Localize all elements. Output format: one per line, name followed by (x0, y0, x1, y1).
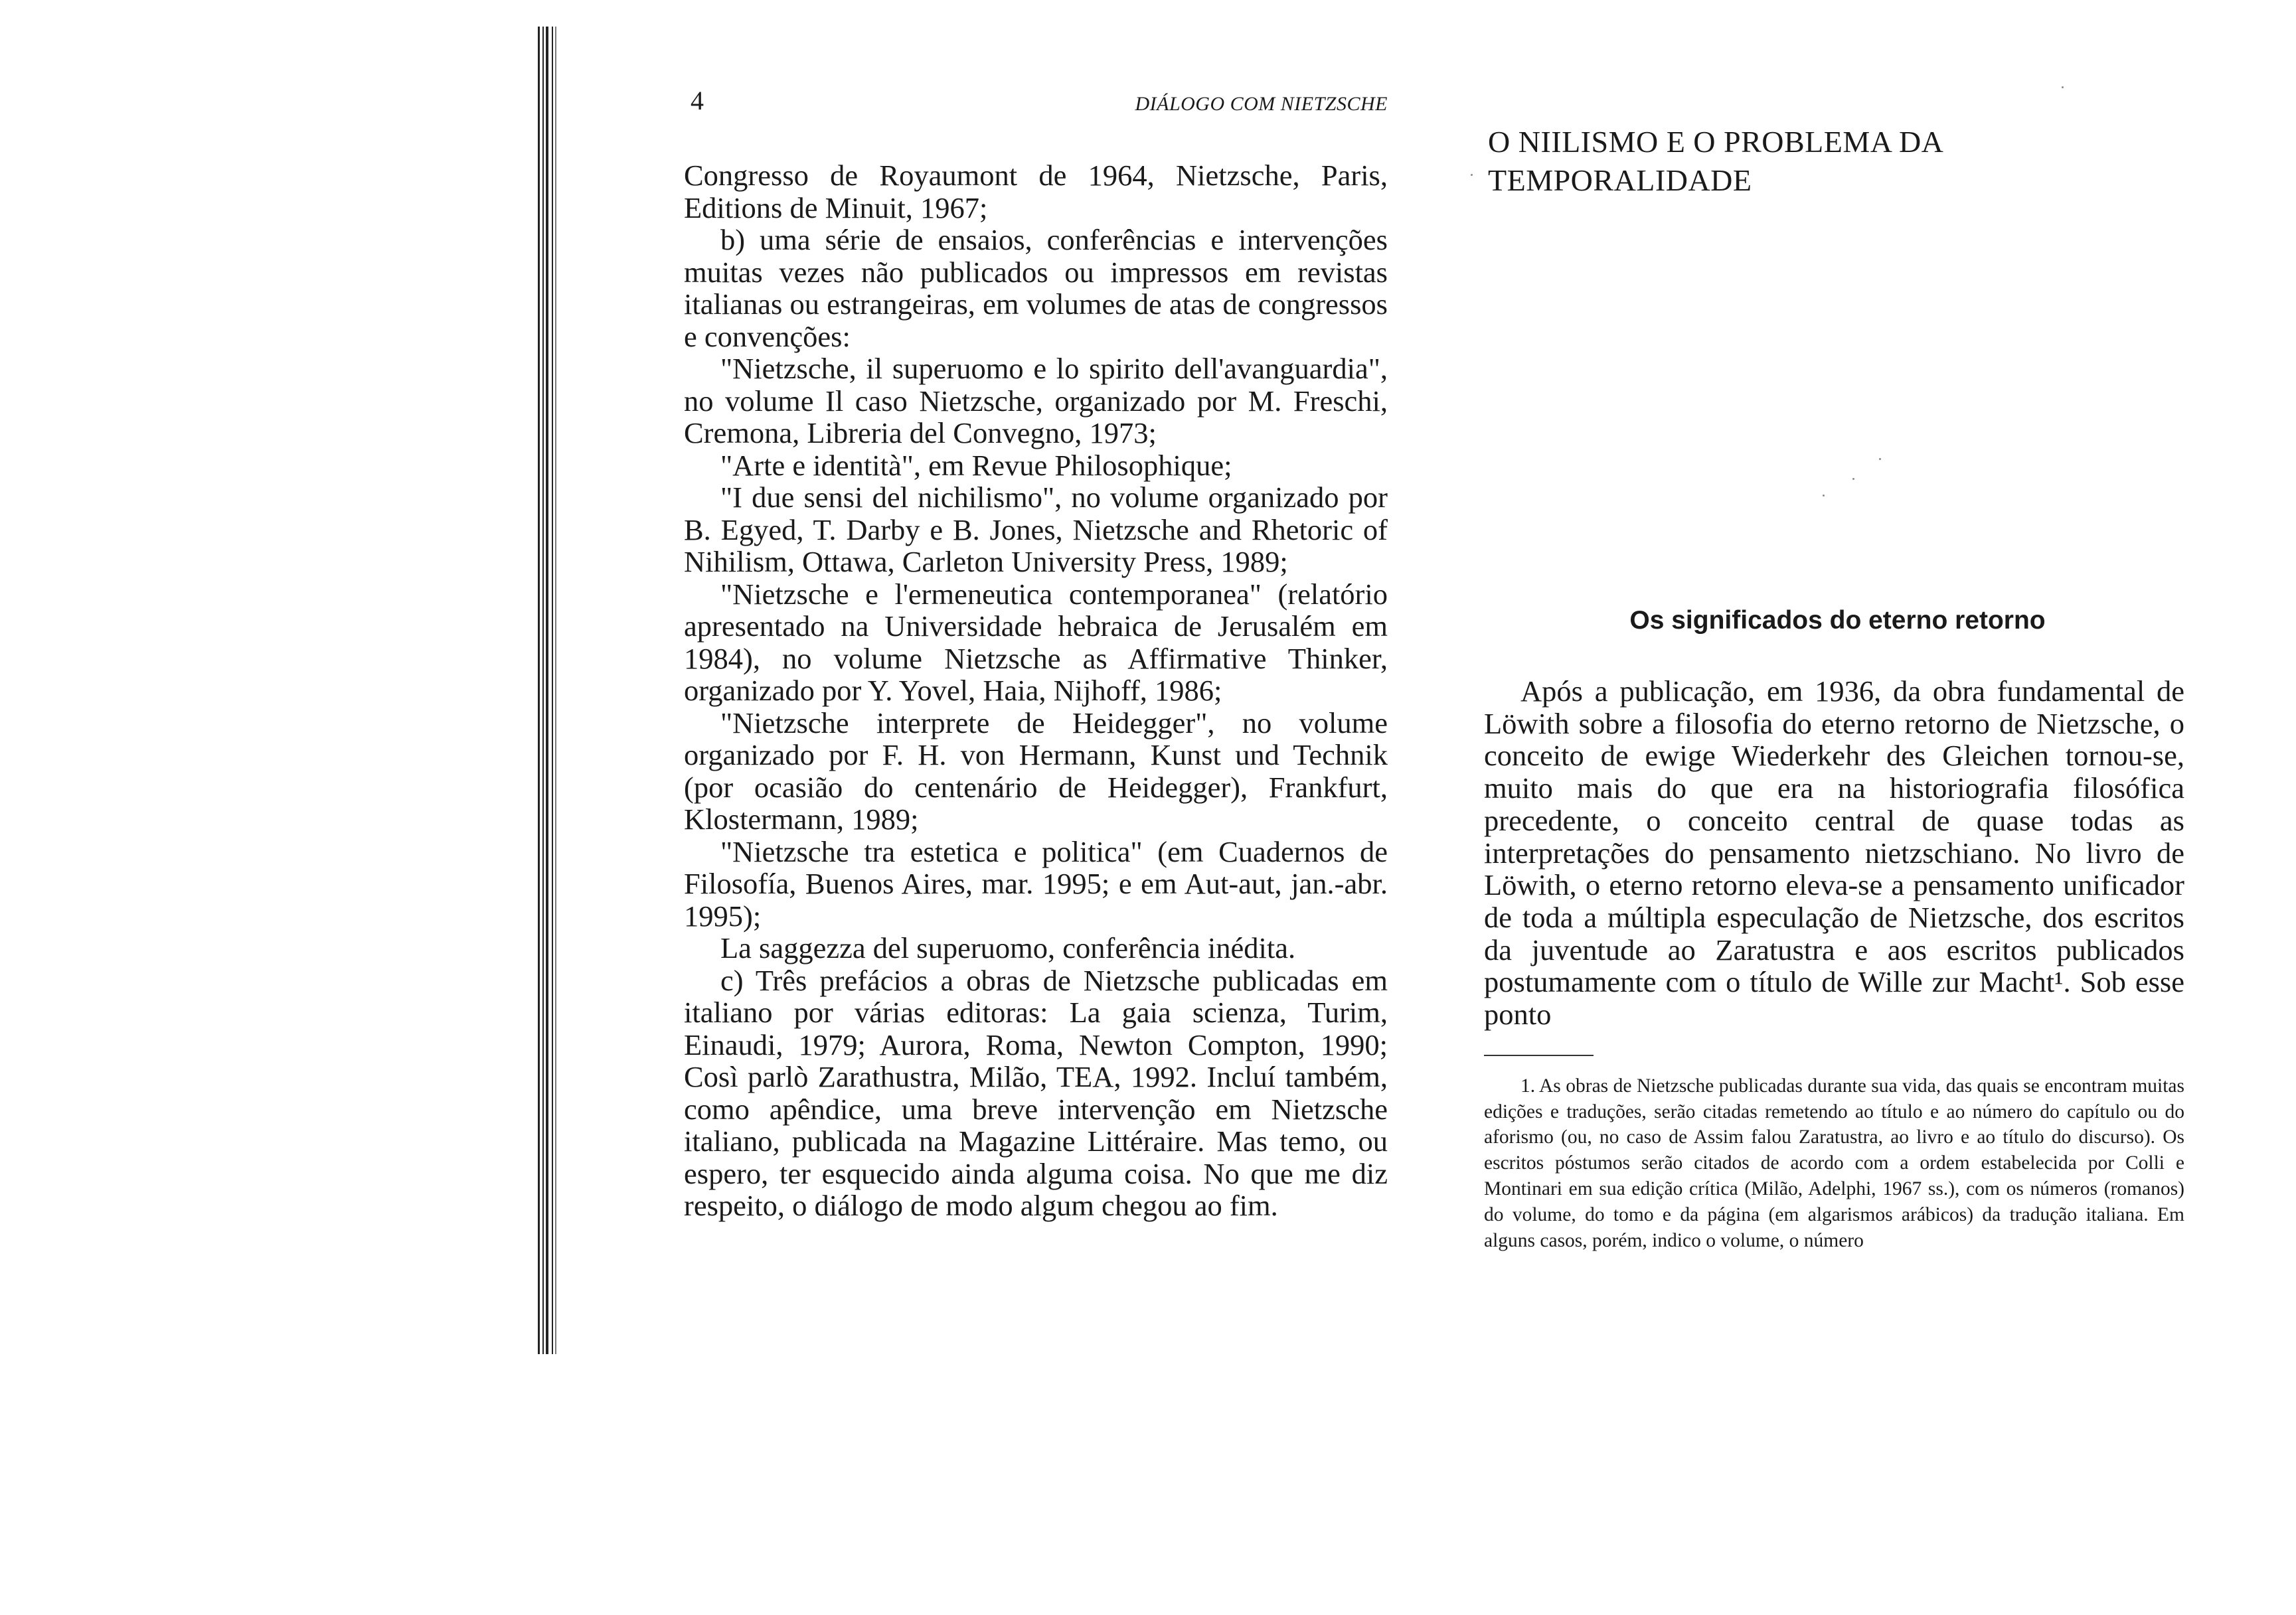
paragraph: La saggezza del superuomo, conferência inédita. (720, 931, 1296, 964)
scan-speck (1879, 458, 1881, 460)
running-head (684, 66, 1388, 115)
left-page (684, 66, 1388, 1222)
paragraph: c) Três prefácios a obras de Nietzsche publicadas em italiano por várias editoras: La gaia scienza, Turim, Einaudi, 1979; Aurora, Roma, Newton Compton, 1990; Così parlò Zarathustra, Milão, TEA, 1992. Incluí também, como apêndice, uma breve intervenção em Nietzsche italiano, publicada na Magazine Littéraire. Mas temo, ou espero, ter esquecido ainda alguma coisa. No que me diz respeito, o diálogo de modo algum chegou ao fim. (684, 963, 1388, 1222)
chapter-title: O NIILISMO E O PROBLEMA DA TEMPORALIDADE (1488, 125, 1942, 197)
paragraph: "Nietzsche interprete de Heidegger", no volume organizado por F. H. von Hermann, Kunst und Technik (por ocasião do centenário de Heidegger), Frankfurt, Klostermann, 1989; (684, 706, 1388, 836)
scan-speck (1852, 478, 1854, 480)
scan-speck (1823, 495, 1825, 497)
left-page-body (684, 159, 1388, 1222)
paragraph: "Nietzsche tra estetica e politica" (em Cuadernos de Filosofía, Buenos Aires, mar. 1995; e em Aut-aut, jan.-abr. 1995); (684, 834, 1388, 933)
paragraph: "Nietzsche e l'ermeneutica contemporanea" (relatório apresentado na Universidade hebraica de Jerusalém em 1984), no volume Nietzsche as Affirmative Thinker, organizado por Y. Yovel, Haia, Nijhoff, 1986; (684, 577, 1388, 707)
running-head-title: DIÁLOGO COM NIETZSCHE (1135, 93, 1388, 115)
scan-speck (1471, 174, 1473, 176)
paragraph: "Nietzsche, il superuomo e lo spirito dell'avanguardia", no volume Il caso Nietzsche, organizado por M. Freschi, Cremona, Libreria del Convegno, 1973; (684, 352, 1388, 449)
book-binding-shadow (531, 27, 571, 1354)
footnote-divider (1484, 1055, 1594, 1056)
paragraph: "Arte e identità", em Revue Philosophique; (720, 448, 1232, 482)
page-number: 4 (691, 86, 704, 115)
scan-speck (2062, 86, 2064, 88)
right-page-body (1484, 675, 2184, 1031)
paragraph: Após a publicação, em 1936, da obra fundamental de Löwith sobre a filosofia do eterno retorno de Nietzsche, o conceito de ewige Wiederkehr des Gleichen tornou-se, muito mais do que era na historiografia filosófica precedente, o conceito central de quase todas as interpretações do pensamento nietzschiano. No livro de Löwith, o eterno retorno eleva-se a pensamento unificador de toda a múltipla especulação de Nietzsche, dos escritos da juventude ao Zaratustra e aos escritos publicados postumamente com o título de Wille zur Macht¹. Sob esse ponto (1484, 674, 2184, 1032)
right-page (1484, 66, 2184, 1253)
paragraph: "I due sensi del nichilismo", no volume organizado por B. Egyed, T. Darby e B. Jones, Nietzsche and Rhetoric of Nihilism, Ottawa, Carleton University Press, 1989; (684, 481, 1388, 578)
section-heading: Os significados do eterno retorno (1629, 606, 2046, 635)
paragraph: Congresso de Royaumont de 1964, Nietzsche, Paris, Editions de Minuit, 1967; (684, 159, 1388, 224)
footnote: 1. As obras de Nietzsche publicadas durante sua vida, das quais se encontram muitas edições e traduções, serão citadas remetendo ao título e ao número do capítulo ou do aforismo (ou, no caso de Assim falou Zaratustra, ao livro e ao título do discurso). Os escritos póstumos serão citados de acordo com a ordem estabelecida por Colli e Montinari em sua edição crítica (Milão, Adelphi, 1967 ss.), com os números (romanos) do volume, do tomo e da página (em algarismos arábicos) da tradução italiana. Em alguns casos, porém, indico o volume, o número (1484, 1075, 2184, 1251)
paragraph: b) uma série de ensaios, conferências e intervenções muitas vezes não publicados ou impressos em revistas italianas ou estrangeiras, em volumes de atas de congressos e convenções: (684, 223, 1388, 353)
